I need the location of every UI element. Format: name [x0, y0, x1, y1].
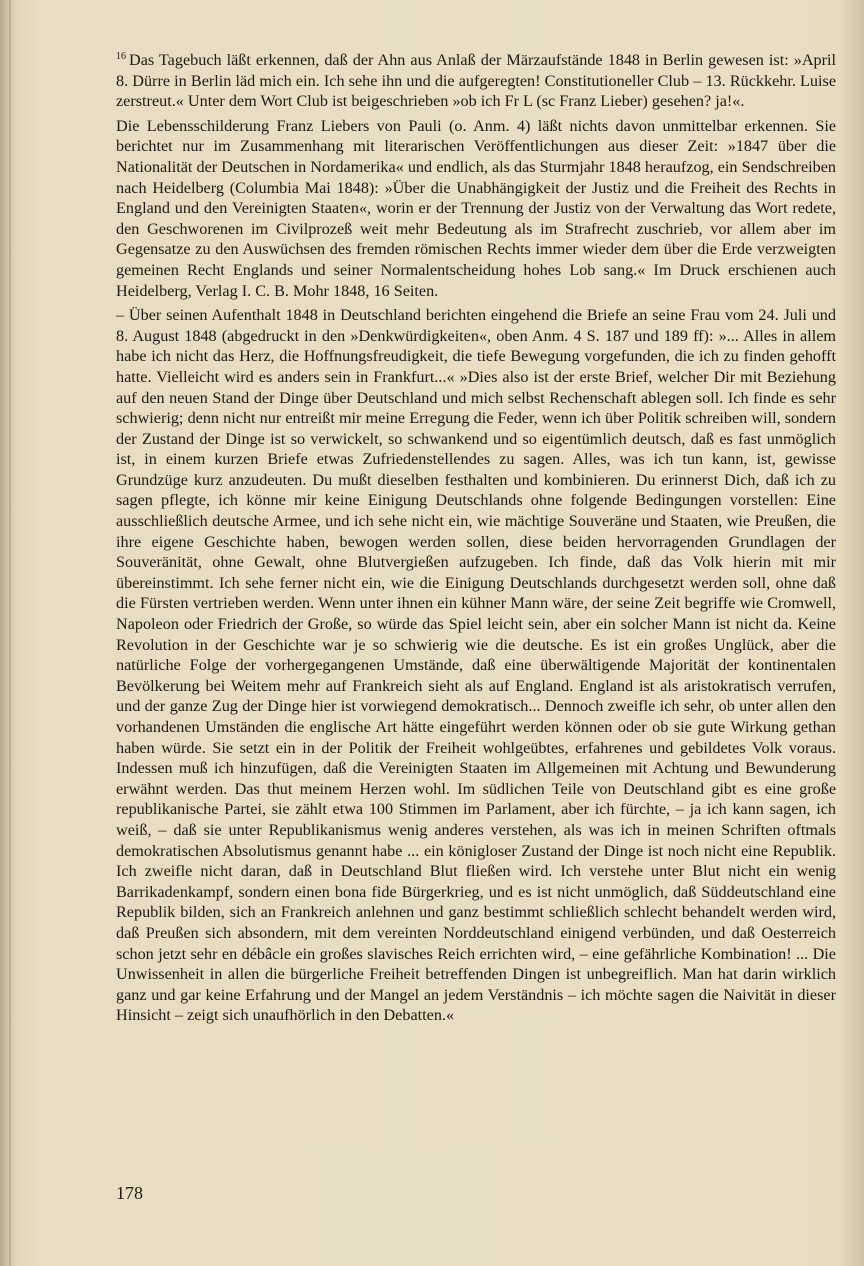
- page-text-block: [116, 50, 836, 1026]
- footnote: [116, 50, 836, 112]
- footnote-text: Das Tagebuch läßt erkennen, daß der Ahn aus Anlaß der Märzaufstände 1848 in Berlin gewesen ist: »April 8. Dürre in Berlin läd mich ein. Ich sehe ihn und die aufgeregten! Constitutioneller Club – 13. Rückkehr. Luise zerstreut.« Unter dem Wort Club ist beigeschrieben »ob ich Fr L (sc Franz Lieber) gesehen? ja!«.: [116, 51, 836, 111]
- paragraph-life-description: Die Lebensschilderung Franz Liebers von Pauli (o. Anm. 4) läßt nichts davon unmittelbar erkennen. Sie berichtet nur im Zusammenhang mit literarischen Veröffentlichungen aus dieser Zeit: »1847 über die Nationalität der Deutschen in Nordamerika« und endlich, als das Sturmjahr 1848 heraufzog, ein Sendschreiben nach Heidelberg (Columbia Mai 1848): »Über die Unabhängigkeit der Justiz und die Freiheit des Rechts in England und den Vereinigten Staaten«, worin er der Trennung der Justiz von der Verwaltung das Wort redete, den Geschworenen im Civilprozeß weit mehr Bedeutung als im Strafrecht zuschrieb, vor allem aber im Gegensatze zu den Auswüchsen des fremden römischen Rechts immer wieder dem über die Erde verzweigten gemeinen Recht Englands und seiner Normalentscheidung hohes Lob sang.« Im Druck erschienen auch Heidelberg, Verlag I. C. B. Mohr 1848, 16 Seiten.: [116, 116, 836, 300]
- footnote-number: 16: [116, 50, 126, 62]
- paragraph-letter-quote: – Über seinen Aufenthalt 1848 in Deutschland berichten eingehend die Briefe an seine Frau vom 24. Juli und 8. August 1848 (abgedruckt in den »Denkwürdigkeiten«, oben Anm. 4 S. 187 und 189 ff): »... Alles in allem habe ich nicht das Herz, die Hoffnungsfreudigkeit, die tiefe Bewegung vorgefunden, die ich zu finden gehofft hatte. Vielleicht wird es anders sein in Frankfurt...« »Dies also ist der erste Brief, welcher Dir mit Beziehung auf den neuen Stand der Dinge über Deutschland und mich selbst Rechenschaft ablegen soll. Ich finde es sehr schwierig; denn nicht nur entreißt mir meine Erregung die Feder, wenn ich über Politik schreiben will, sondern der Zustand der Dinge ist so verwickelt, so schwankend und so eigentümlich deutsch, daß es fast unmöglich ist, in einem kurzen Briefe etwas Zufriedenstellendes zu sagen. Alles, was ich tun kann, ist, gewisse Grundzüge kurz anzudeuten. Du mußt dieselben festhalten und kombinieren. Du erinnerst Dich, daß ich zu sagen pflegte, ich könne mir keine Einigung Deutschlands ohne folgende Bedingungen vorstellen: Eine ausschließlich deutsche Armee, und ich sehe nicht ein, wie mächtige Souveräne und Staaten, wie Preußen, die ihre eigene Geschichte haben, bewogen werden sollen, diese beiden hervorragenden Grundlagen der Souveränität, ohne Gewalt, ohne Blutvergießen aufzugeben. Ich finde, daß das Volk hierin mit mir übereinstimmt. Ich sehe ferner nicht ein, wie die Einigung Deutschlands durchgesetzt werden soll, ohne daß die Fürsten vertrieben werden. Wenn unter ihnen ein kühner Mann wäre, der seine Zeit begriffe wie Cromwell, Napoleon oder Friedrich der Große, so würde das Spiel leicht sein, aber ein solcher Mann ist nicht da. Keine Revolution in der Geschichte war je so schwierig wie die deutsche. Es ist ein großes Unglück, aber die natürliche Folge der vorhergegangenen Umstände, daß eine überwältigende Majorität der kontinentalen Bevölkerung bei Weitem mehr auf Frankreich sieht als auf England. England ist als aristokratisch verrufen, und der ganze Zug der Dinge hier ist vorwiegend demokratisch... Dennoch zweifle ich sehr, ob unter allen den vorhandenen Umständen die englische Art hätte eingeführt werden können oder ob sie gute Wirkung gethan haben würde. Sie setzt ein in der Politik der Freiheit wohlgeübtes, erfahrenes und gebildetes Volk voraus. Indessen muß ich hinzufügen, daß die Vereinigten Staaten im Allgemeinen mit Achtung und Bewunderung erwähnt werden. Das thut meinem Herzen wohl. Im südlichen Teile von Deutschland gibt es eine große republikanische Partei, sie zählt etwa 100 Stimmen im Parlament, aber ich fürchte, – ja ich kann sagen, ich weiß, – daß sie unter Republikanismus wenig anderes verstehen, als was ich in meinen Schriften oftmals demokratischen Absolutismus genannt habe ... ein königloser Zustand der Dinge ist noch nicht eine Republik. Ich zweifle nicht daran, daß in Deutschland Blut fließen wird. Ich verstehe unter Blut nicht ein wenig Barrikadenkampf, sondern einen bona fide Bürgerkrieg, und es ist nicht unmöglich, daß Süddeutschland eine Republik bilden, sich an Frankreich anlehnen und ganz bestimmt schließlich schlecht behandelt werden wird, daß Preußen sich absondern, mit dem vereinten Norddeutschland einigend verbünden, und daß Oesterreich schon jetzt sehr en débâcle ein großes slavisches Reich errichten wird, – eine gefährliche Kombination! ... Die Unwissenheit in allen die bürgerliche Freiheit betreffenden Dingen ist unbegreiflich. Man hat darin wirklich ganz und gar keine Erfahrung und der Mangel an jedem Verständnis – ich möchte sagen die Naivität in dieser Hinsicht – zeigt sich unaufhörlich in den Debatten.«: [116, 306, 836, 1025]
- page-number: 178: [116, 1183, 143, 1203]
- page-gutter: [9, 0, 11, 1266]
